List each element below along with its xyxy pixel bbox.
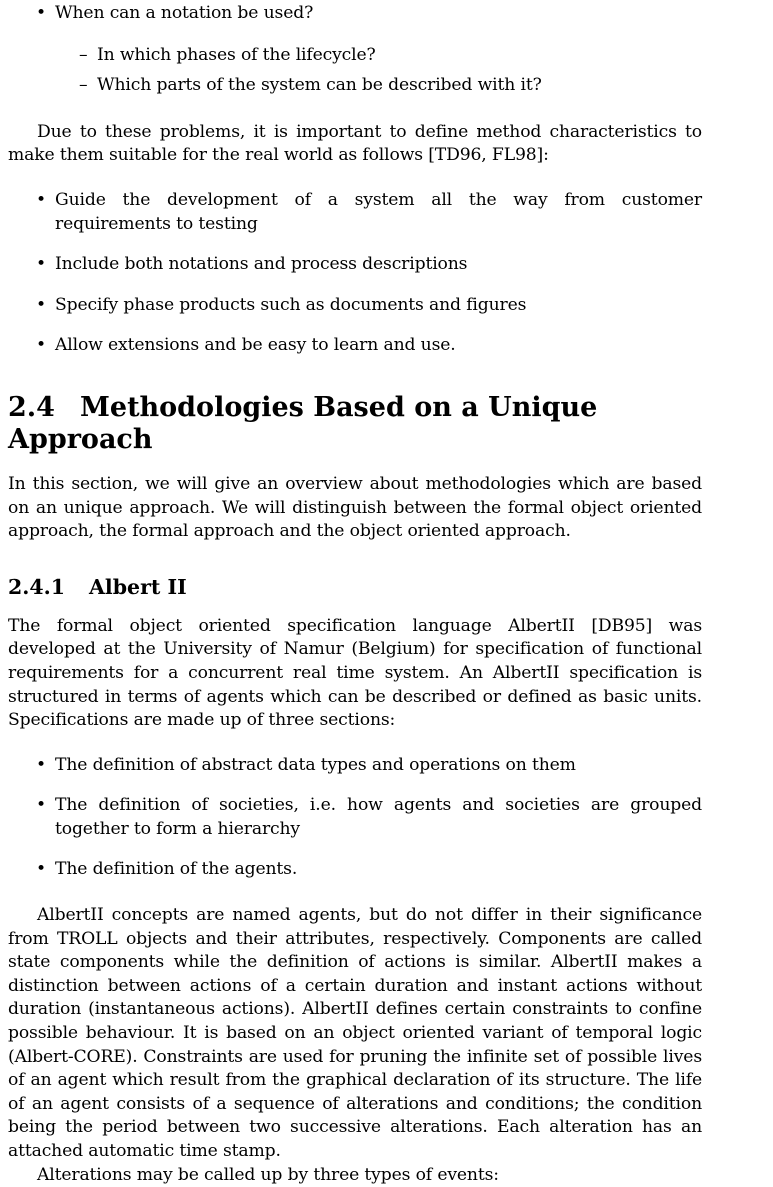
section-title: Methodologies Based on a Unique Approach [8,391,598,455]
bullet-item [8,294,702,318]
bullet-text: Guide the development of a system all the way from customer requirements to testing [55,189,702,234]
dash-marker: – [79,75,88,96]
bullet-item [8,2,702,26]
sub-item [8,44,702,68]
bullet-dot: • [36,294,46,315]
bullet-dot: • [36,3,46,23]
bullet-item [8,253,702,277]
bullet-dot: • [36,859,46,880]
characteristics-list [8,189,702,358]
section-heading [8,392,702,456]
paragraph-section-intro: In this section, we will give an overview about methodologies which are based on an unique approach. We will distinguish between the formal object oriented approach, the formal approach and the object oriented approach. [8,473,702,542]
bullet-item [8,754,702,778]
subsection-title: Albert II [89,574,187,599]
bullet-item [8,334,702,358]
paragraph-problems: Due to these problems, it is important to define method characteristics to make them suitable for the real world as follows [TD96, FL98]: [8,121,702,166]
bullet-text: Allow extensions and be easy to learn and use. [55,335,456,356]
sub-item-list [8,44,702,98]
bullet-dot: • [36,189,46,210]
bullet-text: The definition of abstract data types and operations on them [55,754,576,775]
bullet-dot: • [36,254,46,275]
bullet-text: The definition of societies, i.e. how agents and societies are grouped together to form a hierarchy [55,795,702,839]
dash-marker: – [79,44,88,65]
bullet-text: Include both notations and process descriptions [55,254,468,275]
bullet-dot: • [36,335,46,356]
sub-item-text: In which phases of the lifecycle? [97,44,376,65]
bullet-text: When can a notation be used? [55,3,314,23]
bullet-text: Specify phase products such as documents and figures [55,294,527,315]
albert-sections-list [8,754,702,882]
paragraph-albert-intro: The formal object oriented specification language AlbertII [DB95] was developed at the University of Namur (Belgium) for specification of functional requirements for a concurrent real time system. An AlbertII specification is structured in terms of agents which can be described or defined as basic units. Specifications are made up of three sections: [8,615,702,731]
document-page [8,0,702,1187]
bullet-dot: • [36,795,46,816]
bullet-item [8,794,702,841]
paragraph-albert-concepts: AlbertII concepts are named agents, but do not differ in their significance from TROLL objects and their attributes, respectively. Components are called state components while the definition of actions is similar. AlbertII makes a distinction between actions of a certain duration and instant actions without duration (instantaneous actions). AlbertII defines certain constraints to confine possible behaviour. It is based on an object oriented variant of temporal logic (Albert-CORE). Constraints are used for pruning the infinite set of possible lives of an agent which result from the graphical declaration of its structure. The life of an agent consists of a sequence of alterations and conditions; the condition being the period between two successive alterations. Each alteration has an attached automatic time stamp. [8,905,702,1161]
sub-item-text: Which parts of the system can be described with it? [97,75,542,96]
bullet-text: The definition of the agents. [55,859,298,880]
bullet-item [8,858,702,882]
subsection-number: 2.4.1 [8,574,66,599]
sub-item [8,74,702,98]
paragraph-alterations: Alterations may be called up by three types of events: [37,1164,499,1185]
bullet-dot: • [36,754,46,775]
subsection-heading [8,574,702,600]
bullet-item [8,189,702,236]
top-bullet-list [8,2,702,26]
section-number: 2.4 [8,391,55,423]
